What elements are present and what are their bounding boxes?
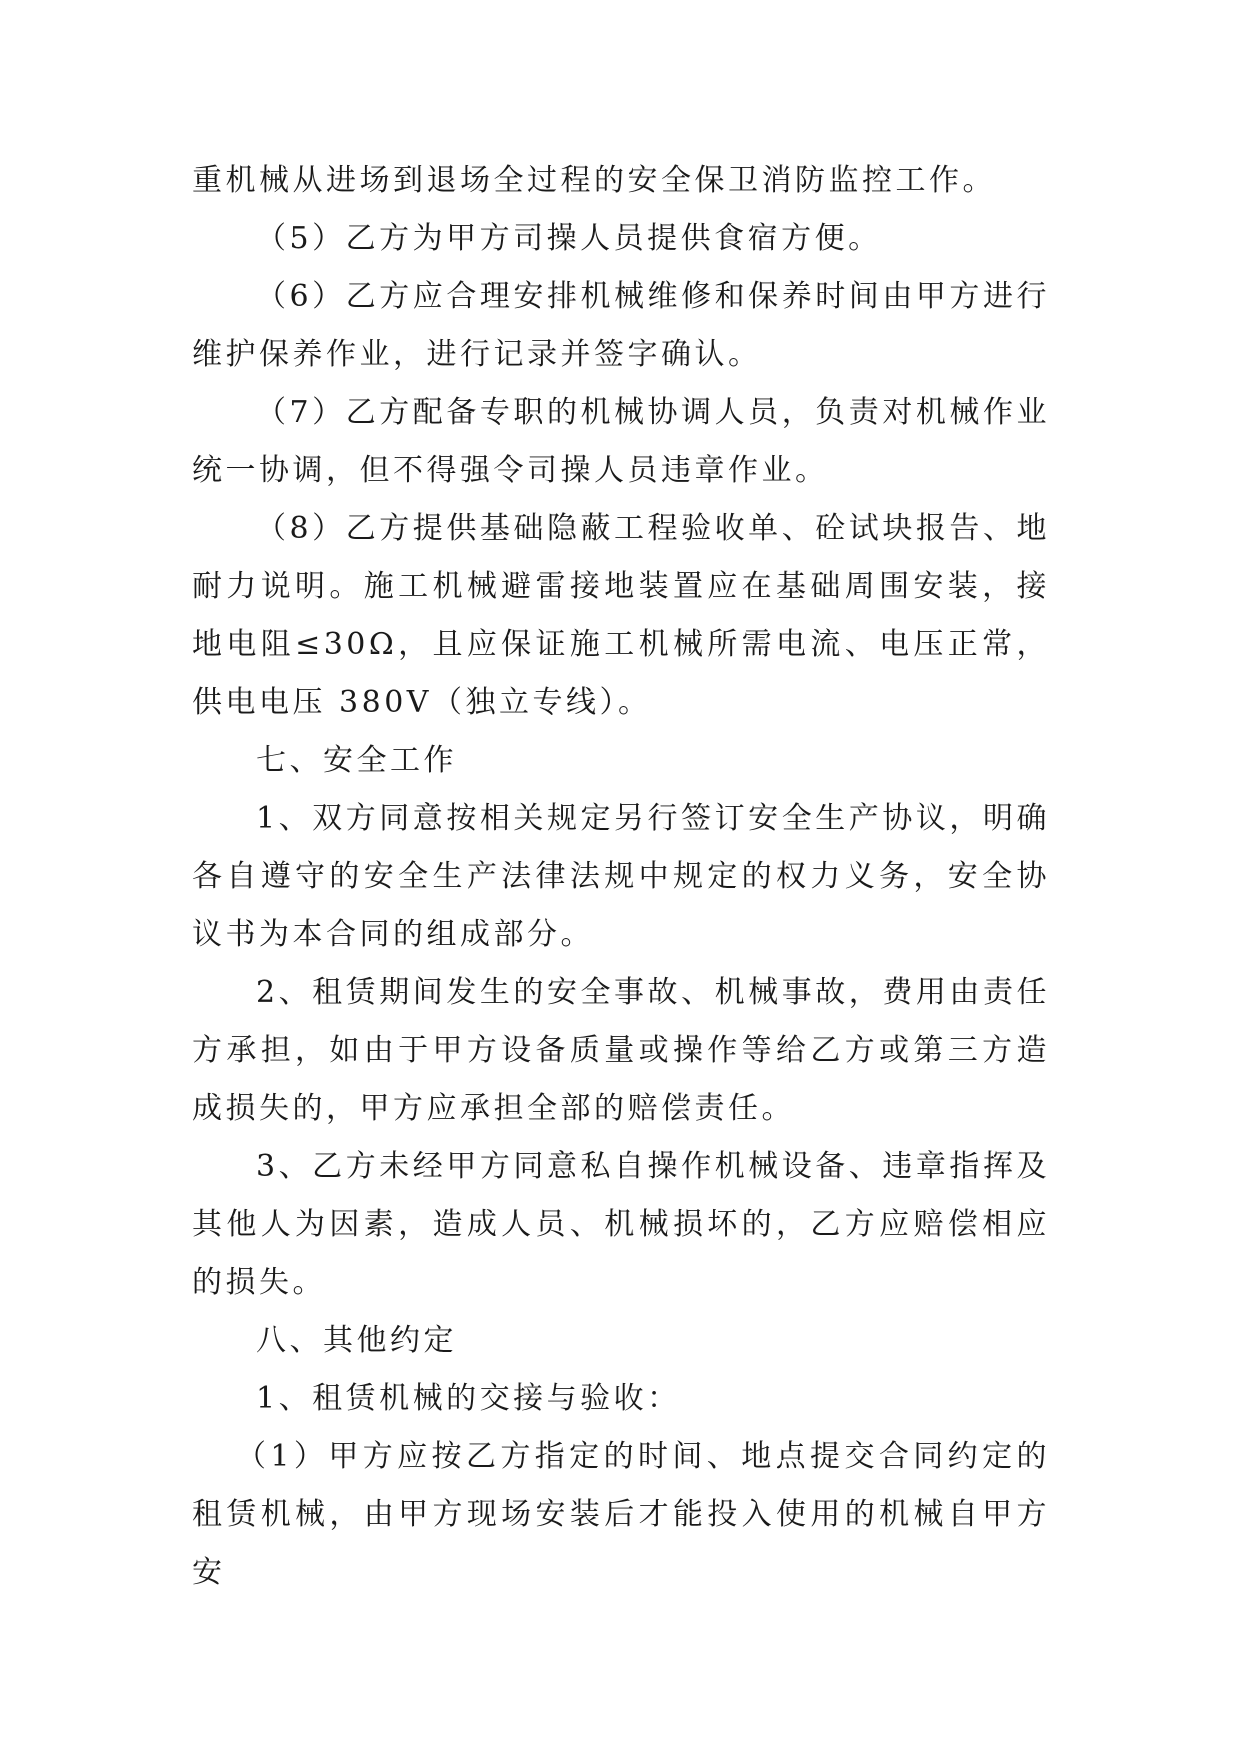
paragraph-item-6: （6）乙方应合理安排机械维修和保养时间由甲方进行维护保养作业，进行记录并签字确认。 [192, 279, 1050, 372]
section-heading-8: 八、其他约定 [256, 1323, 457, 1358]
paragraph-item-8: （8）乙方提供基础隐蔽工程验收单、砼试块报告、地耐力说明。施工机械避雷接地装置应在基础周围安装，接地电阻≤30Ω，且应保证施工机械所需电流、电压正常，供电电压 380V（独立专线）。 [192, 511, 1050, 720]
paragraph-safety-3: 3、乙方未经甲方同意私自操作机械设备、违章指挥及其他人为因素，造成人员、机械损坏的，乙方应赔偿相应的损失。 [192, 1149, 1050, 1300]
paragraph-safety-2: 2、租赁期间发生的安全事故、机械事故，费用由责任方承担，如由于甲方设备质量或操作等给乙方或第三方造成损失的，甲方应承担全部的赔偿责任。 [192, 975, 1050, 1126]
paragraph-other-1: 1、租赁机械的交接与验收： [256, 1381, 681, 1416]
section-heading-7: 七、安全工作 [256, 743, 457, 778]
paragraph-continuation: 重机械从进场到退场全过程的安全保卫消防监控工作。 [192, 163, 996, 198]
paragraph-safety-1: 1、双方同意按相关规定另行签订安全生产协议，明确各自遵守的安全生产法律法规中规定的权力义务，安全协议书为本合同的组成部分。 [192, 801, 1050, 952]
paragraph-item-7: （7）乙方配备专职的机械协调人员，负责对机械作业统一协调，但不得强令司操人员违章作业。 [192, 395, 1050, 488]
paragraph-other-1-1: （1）甲方应按乙方指定的时间、地点提交合同约定的租赁机械，由甲方现场安装后才能投入使用的机械自甲方安 [192, 1439, 1050, 1590]
document-body [192, 152, 1050, 1602]
paragraph-item-5: （5）乙方为甲方司操人员提供食宿方便。 [256, 221, 882, 256]
